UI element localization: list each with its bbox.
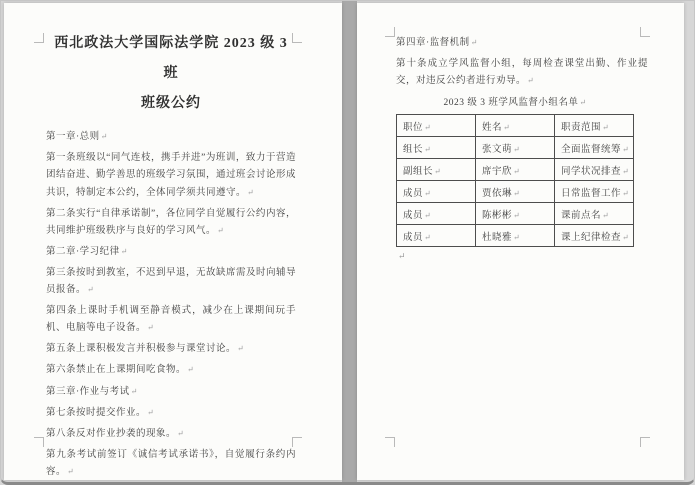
paragraph-mark: ↵ <box>527 76 535 86</box>
text: 全面监督统筹 <box>561 145 622 156</box>
paragraph-mark: ↵ <box>120 246 128 256</box>
paragraph-mark: ↵ <box>513 167 521 177</box>
table-cell <box>555 181 634 203</box>
paragraph-mark: ↵ <box>147 323 155 333</box>
paragraph <box>46 384 296 401</box>
text: 第一章·总则 <box>46 132 100 143</box>
text: 组长 <box>403 145 424 156</box>
paragraph-mark: ↵ <box>424 145 432 155</box>
text: 第四条上课时手机调至静音模式，减少在上课期间玩手机、电脑等电子设备。 <box>46 306 296 334</box>
paragraph-mark: ↵ <box>622 189 630 199</box>
paragraph <box>46 150 296 201</box>
page-gap <box>342 1 357 485</box>
text: 第六条禁止在上课期间吃食物。 <box>46 365 187 376</box>
table-header-cell <box>476 115 555 137</box>
page-1-body <box>46 129 296 481</box>
paragraph-mark: ↵ <box>398 251 406 262</box>
paragraph-mark: ↵ <box>602 211 610 221</box>
table-cell <box>476 181 555 203</box>
document-title-line1: 西北政法大学国际法学院 2023 级 3 班 <box>54 36 288 82</box>
page-2-body <box>396 35 648 90</box>
text: 课上纪律检查 <box>561 233 622 244</box>
paragraph <box>46 341 296 358</box>
paragraph <box>46 447 296 481</box>
paragraph-mark: ↵ <box>67 466 75 476</box>
paragraph <box>46 405 296 422</box>
table-cell <box>397 137 476 159</box>
text: 席宇欣 <box>482 167 513 178</box>
table-cell <box>476 203 555 225</box>
text: 第四章·监督机制 <box>396 38 470 48</box>
paragraph-mark: ↵ <box>513 211 521 221</box>
paragraph <box>396 56 648 90</box>
paragraph-mark: ↵ <box>503 123 511 133</box>
text: 职位 <box>403 123 424 134</box>
paragraph-mark: ↵ <box>187 365 195 375</box>
text: 副组长 <box>403 167 434 178</box>
table-row <box>397 203 634 225</box>
table-cell <box>397 181 476 203</box>
paragraph-mark: ↵ <box>622 145 630 155</box>
table-cell <box>476 137 555 159</box>
margin-crop-mark <box>34 33 44 43</box>
paragraph <box>46 265 296 299</box>
table-header-cell <box>555 115 634 137</box>
paragraph-mark: ↵ <box>579 98 587 108</box>
text: 成员 <box>403 211 424 222</box>
document-title <box>46 29 296 119</box>
margin-crop-mark <box>34 437 44 447</box>
paragraph-mark: ↵ <box>622 233 630 243</box>
table-cell <box>555 137 634 159</box>
table-cell <box>397 159 476 181</box>
text: 第三章·作业与考试 <box>46 386 130 397</box>
supervision-group-table <box>396 114 634 247</box>
text: 第八条反对作业抄袭的现象。 <box>46 428 177 439</box>
table-cell <box>555 159 634 181</box>
paragraph-mark: ↵ <box>424 123 432 133</box>
page-1 <box>4 3 342 480</box>
text: 第一条班级以“同气连枝，携手并进”为班训，致力于营造团结奋进、勤学善思的班级学习氛围，通过班会讨论形成共识，特制定本公约，全体同学须共同遵守。 <box>46 153 297 198</box>
paragraph <box>46 206 296 240</box>
table-row <box>397 181 634 203</box>
table-cell <box>555 225 634 247</box>
table-row <box>397 225 634 247</box>
paragraph-mark: ↵ <box>247 187 255 197</box>
document-title-line2: 班级公约 <box>141 96 201 112</box>
paragraph-mark: ↵ <box>87 285 95 295</box>
paragraph-mark: ↵ <box>513 145 521 155</box>
text: 第十条成立学风监督小组，每周检查课堂出勤、作业提交，对违反公约者进行劝导。 <box>396 59 648 87</box>
paragraph-mark: ↵ <box>424 211 432 221</box>
paragraph-mark: ↵ <box>100 132 108 142</box>
paragraph <box>46 303 296 337</box>
paragraph-mark: ↵ <box>434 167 442 177</box>
paragraph <box>46 426 296 443</box>
paragraph-mark: ↵ <box>424 233 432 243</box>
paragraph-mark: ↵ <box>130 386 138 396</box>
paragraph-mark: ↵ <box>622 167 630 177</box>
page-2 <box>357 3 684 480</box>
margin-crop-mark <box>292 437 302 447</box>
table-header-cell <box>397 115 476 137</box>
text: 贾依琳 <box>482 189 513 200</box>
text: 第二章·学习纪律 <box>46 246 120 257</box>
table-header-row <box>397 115 634 137</box>
text: 第二条实行“自律承诺制”，各位同学自觉履行公约内容，共同维护班级秩序与良好的学习风气。 <box>46 208 296 236</box>
margin-crop-mark <box>385 27 395 37</box>
paragraph <box>396 35 648 52</box>
paragraph-mark: ↵ <box>602 123 610 133</box>
paragraph <box>46 244 296 261</box>
text: 成员 <box>403 233 424 244</box>
table-row <box>397 137 634 159</box>
table-cell <box>555 203 634 225</box>
paragraph-mark: ↵ <box>177 428 185 438</box>
paragraph-mark: ↵ <box>147 407 155 417</box>
text: 课前点名 <box>561 211 602 222</box>
text: 成员 <box>403 189 424 200</box>
text: 陈彬彬 <box>482 211 513 222</box>
text: 第五条上课积极发言并积极参与课堂讨论。 <box>46 344 237 355</box>
paragraph-mark: ↵ <box>470 38 478 47</box>
paragraph-mark: ↵ <box>424 189 432 199</box>
text: 日常监督工作 <box>561 189 622 200</box>
text: 张文萌 <box>482 145 513 156</box>
table-cell <box>476 159 555 181</box>
margin-crop-mark <box>292 33 302 43</box>
table-cell <box>397 225 476 247</box>
text: 姓名 <box>482 123 503 134</box>
table-caption <box>396 94 634 108</box>
paragraph <box>46 129 296 146</box>
text: 杜晓雅 <box>482 233 513 244</box>
paragraph-mark: ↵ <box>513 189 521 199</box>
margin-crop-mark <box>640 27 650 37</box>
table-cell <box>476 225 555 247</box>
table-cell <box>397 203 476 225</box>
paragraph-mark: ↵ <box>513 233 521 243</box>
margin-crop-mark <box>640 437 650 447</box>
text: 同学状况排查 <box>561 167 622 178</box>
table-row <box>397 159 634 181</box>
paragraph-mark: ↵ <box>237 344 245 354</box>
paragraph <box>46 362 296 379</box>
margin-crop-mark <box>385 437 395 447</box>
text: 第七条按时提交作业。 <box>46 407 147 418</box>
table-caption-text: 2023 级 3 班学风监督小组名单 <box>443 98 579 109</box>
text: 第九条考试前签订《诚信考试承诺书》，自觉履行条约内容。 <box>46 449 296 477</box>
text: 职责范围 <box>561 123 602 134</box>
paragraph-mark: ↵ <box>217 225 225 235</box>
text: 第三条按时到教室，不迟到早退，无故缺席需及时向辅导员报备。 <box>46 267 297 296</box>
